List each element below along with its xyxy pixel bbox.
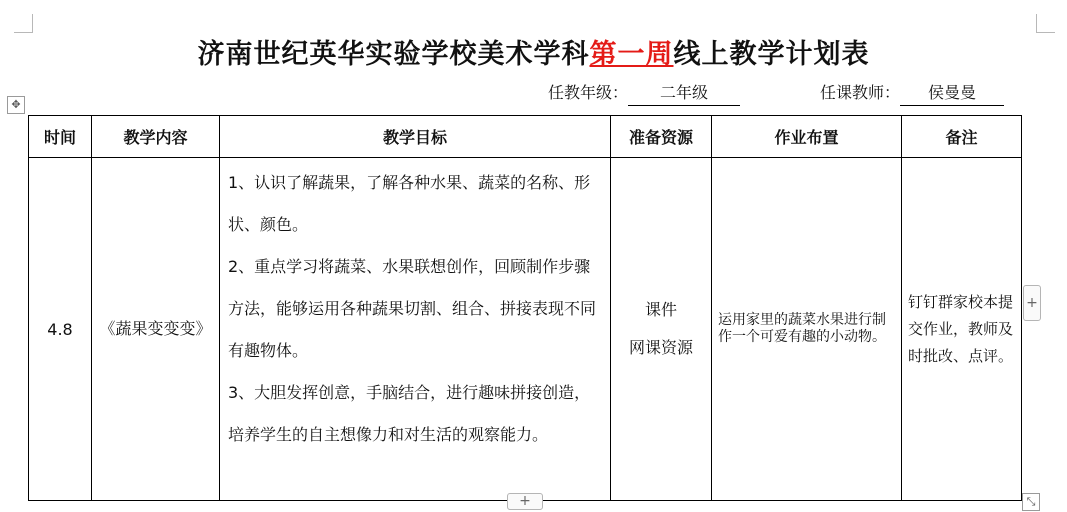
goal-item: 1、认识了解蔬果，了解各种水果、蔬菜的名称、形状、颜色。: [228, 173, 591, 234]
table-resize-icon[interactable]: ⤡: [1022, 493, 1040, 511]
document-title: [0, 32, 1067, 71]
teacher-field: [820, 80, 1004, 106]
table-row: [29, 158, 1022, 501]
table-move-icon[interactable]: ✥: [7, 96, 25, 114]
resource-item: 网课资源: [628, 338, 693, 357]
grade-label: 任教年级：: [548, 83, 629, 102]
title-week-highlight: 第一周: [589, 39, 674, 70]
cell-goals[interactable]: [220, 158, 611, 501]
resource-item: 课件: [644, 300, 677, 319]
header-homework[interactable]: 作业布置: [712, 116, 902, 158]
cell-homework[interactable]: 运用家里的蔬菜水果进行制作一个可爱有趣的小动物。: [712, 158, 902, 501]
cell-date[interactable]: 4.8: [29, 158, 92, 501]
grade-value: 二年级: [628, 80, 740, 106]
table-header-row: [29, 116, 1022, 158]
page-corner-mark: [1036, 14, 1055, 33]
goal-item: 2、重点学习将蔬菜、水果联想创作，回顾制作步骤方法，能够运用各种蔬果切割、组合、拼接表现不同有趣物体。: [228, 257, 597, 360]
cell-content[interactable]: 《蔬果变变变》: [92, 158, 220, 501]
header-goals[interactable]: 教学目标: [220, 116, 611, 158]
add-row-icon[interactable]: +: [507, 493, 543, 510]
teacher-label: 任课教师：: [820, 83, 901, 102]
header-content[interactable]: 教学内容: [92, 116, 220, 158]
teaching-plan-table: [28, 115, 1022, 501]
title-part1: 济南世纪英华实验学校美术学科: [197, 39, 590, 70]
header-time[interactable]: 时间: [29, 116, 92, 158]
title-part2: 线上教学计划表: [673, 39, 870, 70]
page-corner-mark: [14, 14, 33, 33]
header-resources[interactable]: 准备资源: [611, 116, 712, 158]
header-notes[interactable]: 备注: [902, 116, 1022, 158]
cell-notes[interactable]: 钉钉群家校本提交作业，教师及时批改、点评。: [902, 158, 1022, 501]
cell-resources[interactable]: [611, 158, 712, 501]
grade-field: [548, 80, 740, 106]
add-column-icon[interactable]: +: [1023, 285, 1041, 321]
teacher-value: 侯曼曼: [900, 80, 1004, 106]
goal-item: 3、大胆发挥创意，手脑结合，进行趣味拼接创造，培养学生的自主想像力和对生活的观察能力。: [228, 383, 591, 444]
